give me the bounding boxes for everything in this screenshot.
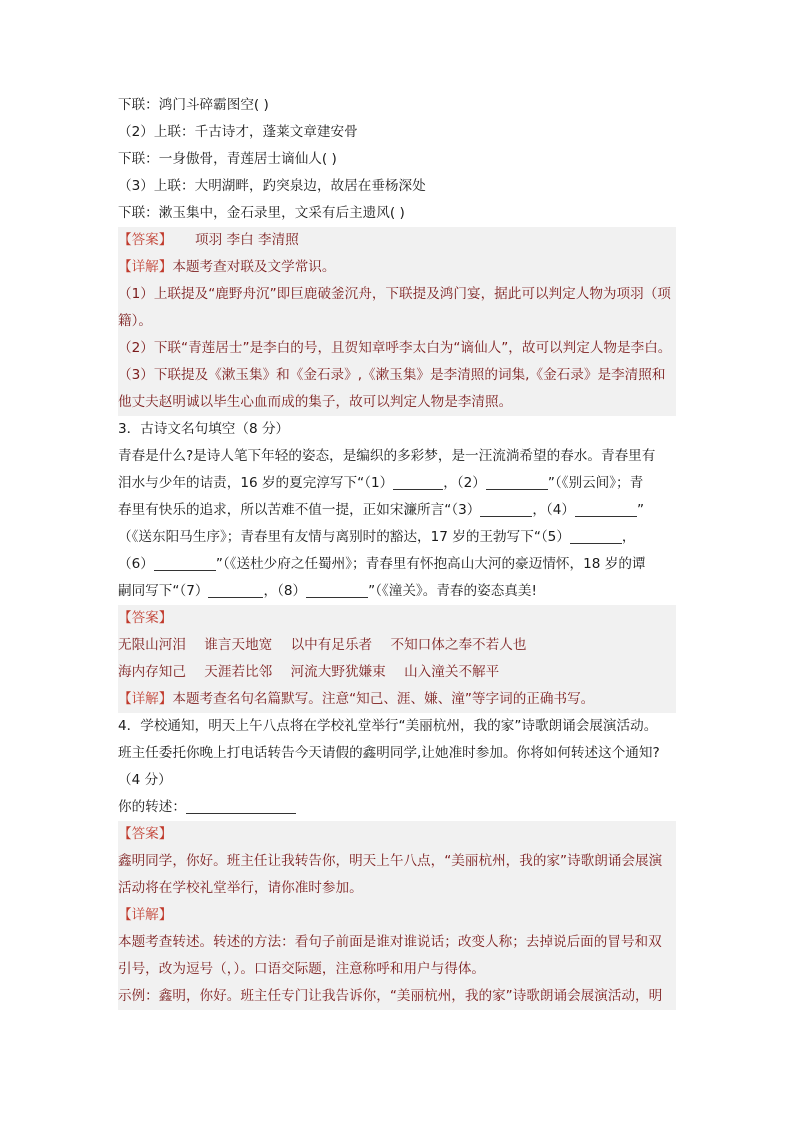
q2-detail-1b: 籍）。 — [118, 308, 676, 335]
q3-answer-row-2 — [118, 659, 676, 686]
q4-prompt: 你的转述： — [118, 799, 186, 815]
blank-5[interactable] — [570, 527, 622, 544]
q2-line-5: 下联：漱玉集中，金石录里，文采有后主遗风( ) — [118, 205, 405, 221]
q4-detail-label-row — [118, 902, 676, 929]
q3-para-3 — [118, 497, 676, 524]
blank-3[interactable] — [480, 500, 532, 517]
q2-detail-3b: 他丈夫赵明诚以毕生心血而成的集子，故可以判定人物是李清照。 — [118, 389, 676, 416]
q3-answer: 海内存知己 — [118, 664, 186, 680]
q3-detail-row — [118, 686, 676, 713]
blank-6[interactable] — [154, 554, 216, 571]
q3-text: ”（《送杜少府之任蜀州》；青春里有怀抱高山大河的豪迈情怀，18 岁的谭 — [215, 556, 646, 572]
detail-label: 【详解】 — [118, 259, 173, 275]
q3-answer: 不知口体之奉不若人也 — [390, 637, 527, 653]
q3-answer: 以中有足乐者 — [290, 637, 373, 653]
answer-label: 【答案】 — [118, 610, 173, 626]
answer-label: 【答案】 — [118, 826, 173, 842]
q3-text: ” — [636, 502, 645, 518]
q3-text: 泪水与少年的诘责，16 岁的夏完淳写下“（1） — [118, 475, 394, 491]
q2-detail-1a: （1）上联提及“鹿野舟沉”即巨鹿破釜沉舟，下联提及鸿门宴，据此可以判定人物为项羽（项 — [118, 281, 676, 308]
q2-detail-3a: （3）下联提及《漱玉集》和《金石录》,《漱玉集》是李清照的词集,《金石录》是李清照和 — [118, 362, 676, 389]
q3-para-2 — [118, 470, 676, 497]
q2-detail-2: （2）下联“青莲居士”是李白的号，且贺知章呼李太白为“谪仙人”，故可以判定人物是李白。 — [118, 335, 676, 362]
q3-text: 嗣同写下“（7） — [118, 583, 209, 599]
q3-answer: 河流大野犹嫌束 — [290, 664, 386, 680]
detail-label: 【详解】 — [118, 691, 173, 707]
q3-answer-label-row — [118, 605, 676, 632]
q3-answer: 无限山河泪 — [118, 637, 186, 653]
answer-label: 【答案】 — [118, 232, 173, 248]
q3-text: ，（4） — [532, 502, 575, 518]
q3-para-1: 青春是什么?是诗人笔下年轻的姿态，是编织的多彩梦，是一汪流淌希望的春水。青春里有 — [118, 448, 656, 464]
answer-blank[interactable] — [186, 797, 296, 814]
blank-1[interactable] — [393, 473, 443, 490]
q4-prompt-row — [118, 794, 676, 821]
q2-answer-row — [118, 227, 676, 254]
blank-7[interactable] — [208, 581, 263, 598]
q4-answer-2: 活动将在学校礼堂举行，请你准时参加。 — [118, 875, 676, 902]
q3-text: ”（《潼关》。青春的姿态真美! — [368, 583, 537, 599]
q4-line-3: （4 分） — [118, 772, 172, 788]
q3-text: ”（《别云间》；青 — [547, 475, 644, 491]
q3-text: ，（8） — [263, 583, 307, 599]
q4-detail-3: 示例：鑫明，你好。班主任专门让我告诉你，“美丽杭州，我的家”诗歌朗诵会展演活动，明 — [118, 983, 676, 1010]
q3-answer: 谁言天地宽 — [204, 637, 273, 653]
detail-label: 【详解】 — [118, 907, 173, 923]
q3-detail-text: 本题考查名句名篇默写。注意“知己、涯、嫌、潼”等字词的正确书写。 — [172, 691, 595, 707]
blank-8[interactable] — [306, 581, 368, 598]
q2-line-1: 下联：鸿门斗碎霸图空( ) — [118, 97, 269, 113]
q3-para-4 — [118, 524, 676, 551]
q4-answer-1: 鑫明同学，你好。班主任让我转告你，明天上午八点，“美丽杭州，我的家”诗歌朗诵会展演 — [118, 848, 676, 875]
q3-answer: 山入潼关不解平 — [404, 664, 500, 680]
q3-text: 春里有快乐的追求，所以苦难不值一提，正如宋濂所言“（3） — [118, 502, 481, 518]
q4-detail-1: 本题考查转述。转述的方法：看句子前面是谁对谁说话；改变人称；去掉说后面的冒号和双 — [118, 929, 676, 956]
q3-text: （6） — [118, 556, 154, 572]
blank-2[interactable] — [486, 473, 548, 490]
q2-answer-text: 项羽 李白 李清照 — [195, 232, 299, 248]
q2-line-3: 下联：一身傲骨，青莲居士谪仙人( ) — [118, 151, 337, 167]
q3-text: ， — [621, 529, 636, 545]
q3-title: 3．古诗文名句填空（8 分） — [118, 421, 290, 437]
q3-answer-row-1 — [118, 632, 676, 659]
q2-line-2: （2）上联：千古诗才，蓬莱文章建安骨 — [118, 124, 358, 140]
q3-text: ，（2） — [443, 475, 486, 491]
q2-detail-row — [118, 254, 676, 281]
q3-para-6 — [118, 578, 676, 605]
document-content — [118, 92, 676, 1010]
blank-4[interactable] — [575, 500, 637, 517]
q4-line-2: 班主任委托你晚上打电话转告今天请假的鑫明同学,让她准时参加。你将如何转述这个通知? — [118, 745, 660, 761]
q4-answer-label-row — [118, 821, 676, 848]
q3-answer: 天涯若比邻 — [204, 664, 273, 680]
q2-line-4: （3）上联：大明湖畔，趵突泉边，故居在垂杨深处 — [118, 178, 426, 194]
q4-detail-2: 引号，改为逗号（，）。口语交际题，注意称呼和用户与得体。 — [118, 956, 676, 983]
q2-detail-lead: 本题考查对联及文学常识。 — [172, 259, 336, 275]
q4-title: 4．学校通知，明天上午八点将在学校礼堂举行“美丽杭州，我的家”诗歌朗诵会展演活动。 — [118, 718, 658, 734]
q3-para-5 — [118, 551, 676, 578]
q3-text: （《送东阳马生序》；青春里有友情与离别时的豁达，17 岁的王勃写下“（5） — [118, 529, 570, 545]
